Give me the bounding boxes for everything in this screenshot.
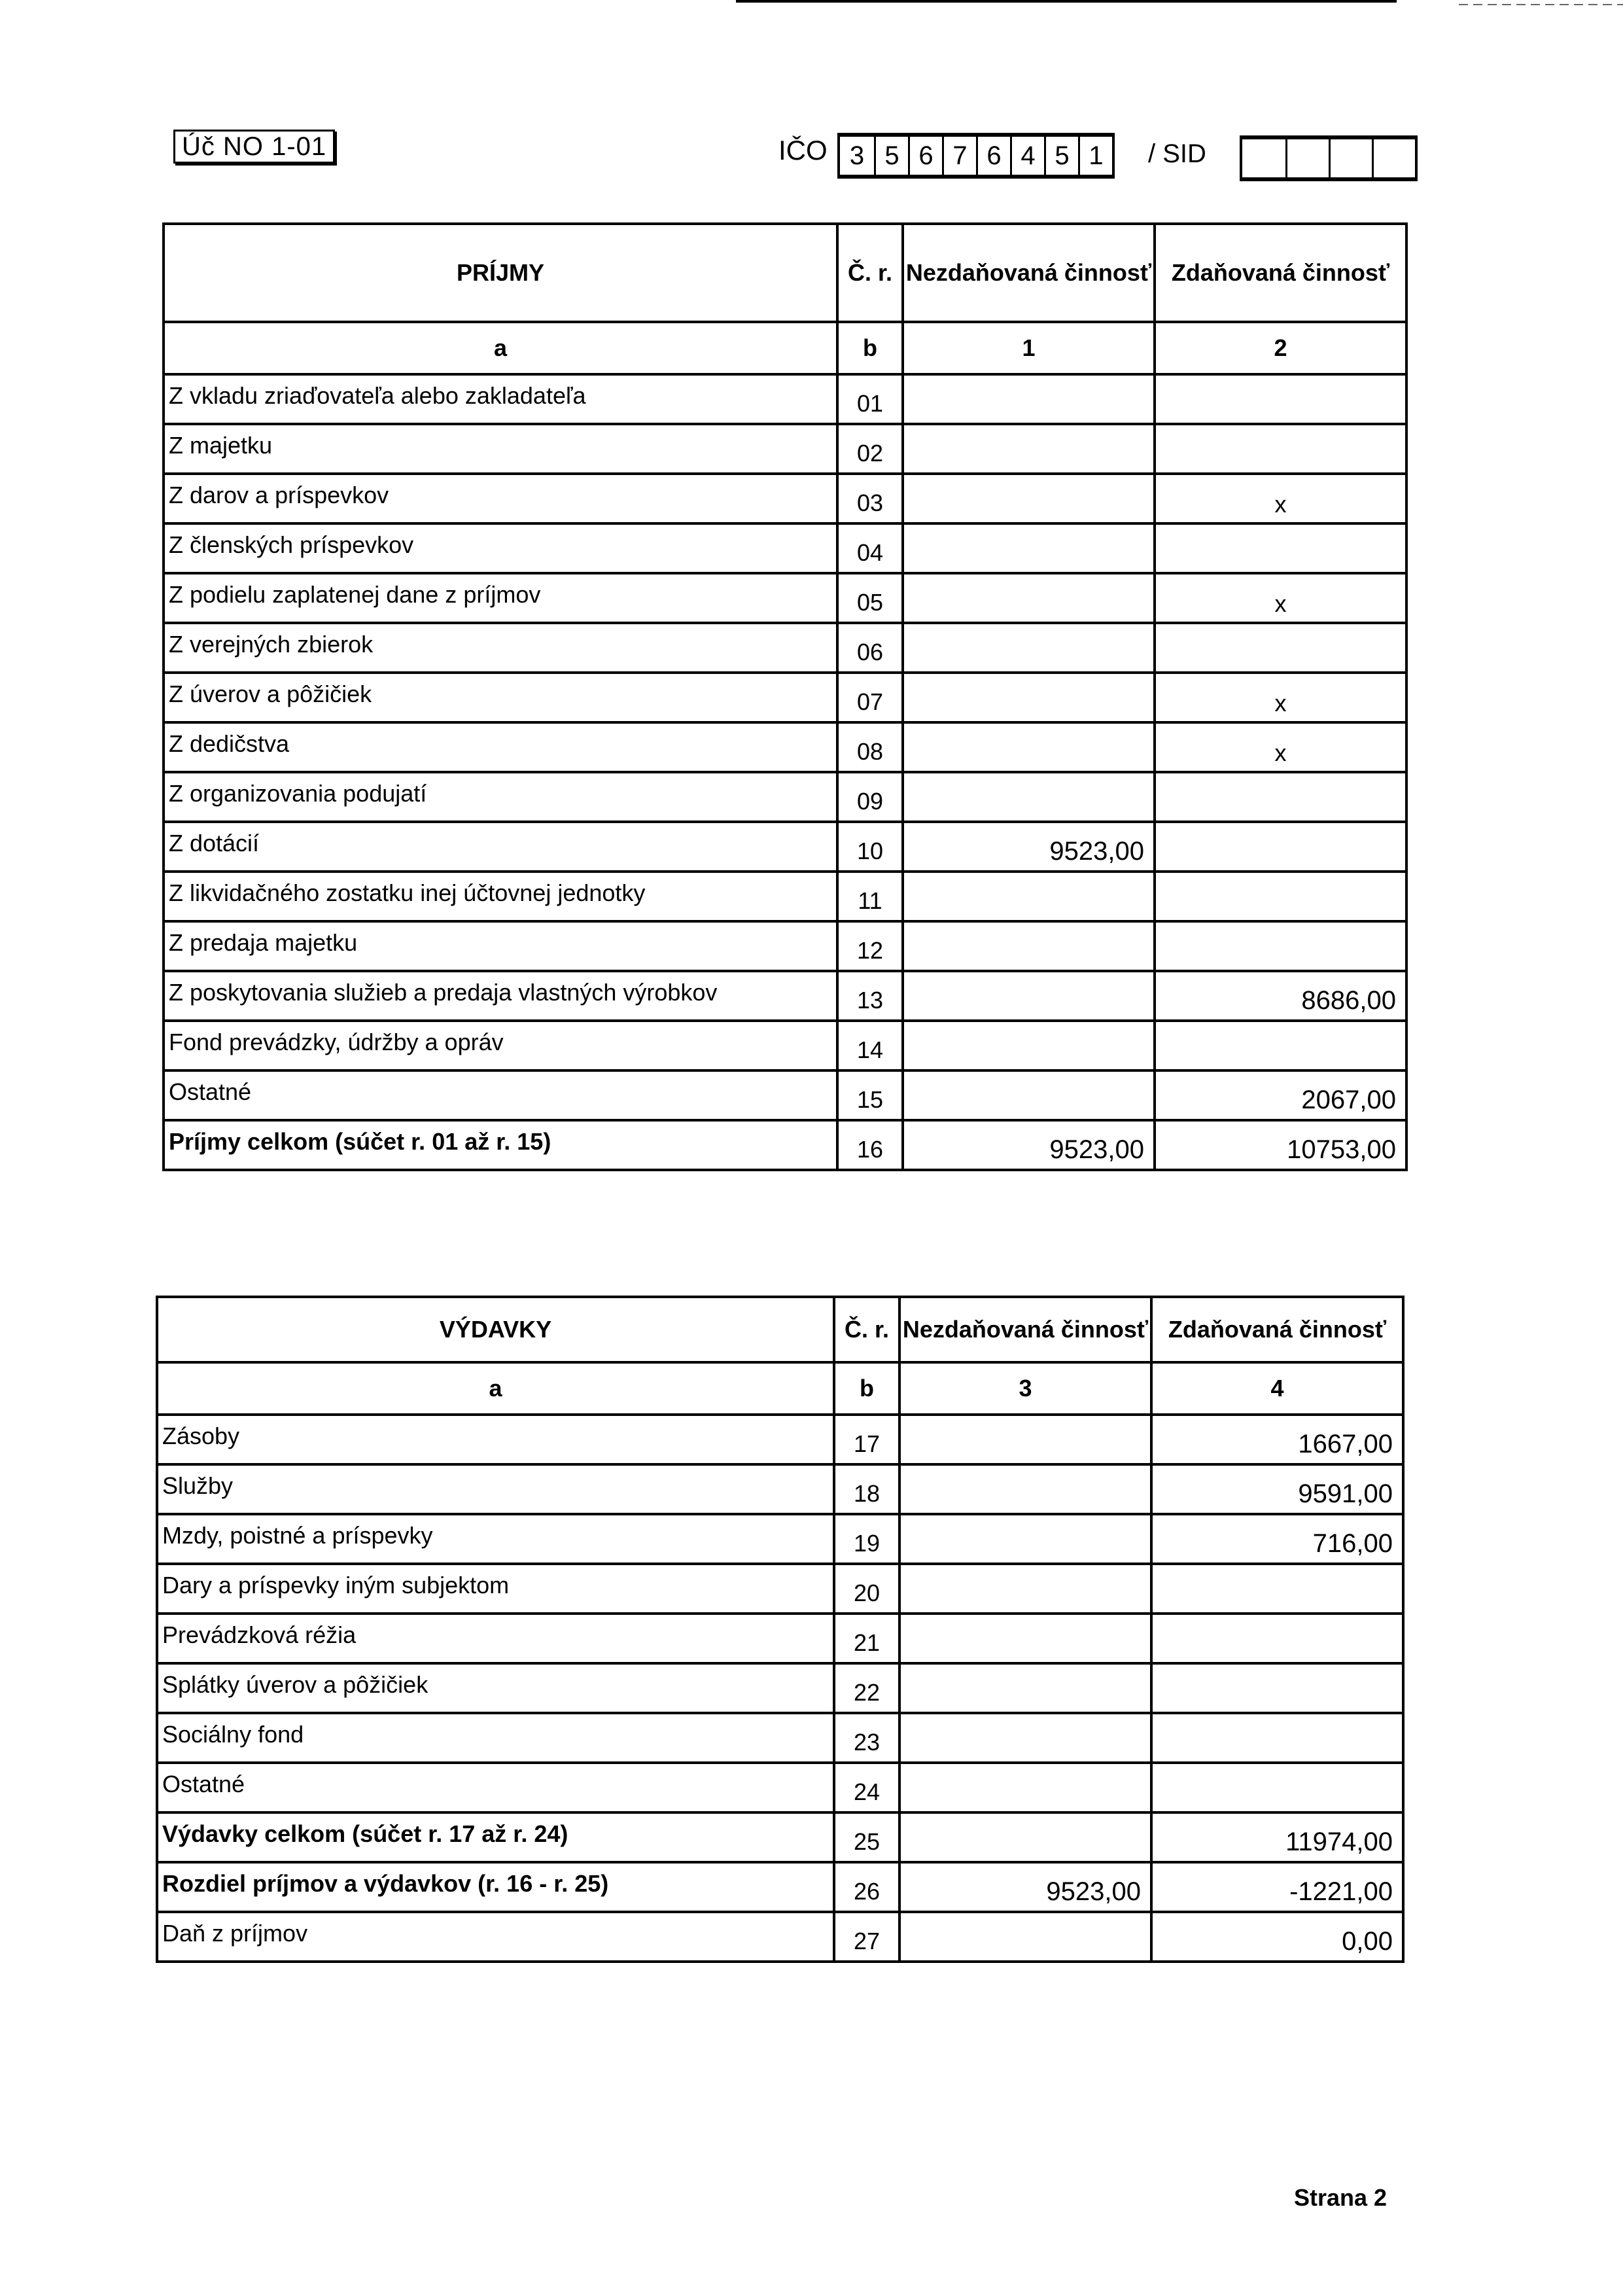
taxed-activity-header: Zdaňovaná činnosť <box>1151 1297 1403 1362</box>
row-label: Dary a príspevky iným subjektom <box>157 1564 834 1614</box>
value-cell-col3[interactable] <box>899 1763 1151 1812</box>
row-number: 04 <box>837 523 903 573</box>
value-cell-col1[interactable] <box>903 1070 1155 1120</box>
value-cell-col2[interactable]: x <box>1155 573 1406 623</box>
income-index-row <box>164 322 1406 374</box>
index-1: 1 <box>903 322 1155 374</box>
table-row <box>164 673 1406 722</box>
sid-digit[interactable] <box>1372 139 1415 177</box>
value-cell-col1[interactable] <box>903 921 1155 971</box>
value-cell-col1[interactable] <box>903 971 1155 1021</box>
row-number: 23 <box>834 1713 899 1763</box>
table-row <box>157 1663 1403 1713</box>
row-label: Z dotácií <box>164 822 837 872</box>
sid-digit[interactable] <box>1242 139 1285 177</box>
total-row <box>157 1862 1403 1912</box>
table-row <box>164 474 1406 523</box>
row-label: Rozdiel príjmov a výdavkov (r. 16 - r. 25) <box>157 1862 834 1912</box>
expense-title-header: VÝDAVKY <box>157 1297 834 1362</box>
index-a: a <box>164 322 837 374</box>
value-cell-col1[interactable]: 9523,00 <box>903 822 1155 872</box>
ico-digit[interactable]: 1 <box>1078 137 1112 175</box>
row-number: 06 <box>837 623 903 673</box>
value-cell-col3[interactable] <box>899 1415 1151 1464</box>
value-cell-col2[interactable] <box>1155 772 1406 822</box>
untaxed-activity-header: Nezdaňovaná činnosť <box>903 224 1155 322</box>
row-label: Splátky úverov a pôžičiek <box>157 1663 834 1713</box>
value-cell-col4[interactable] <box>1151 1713 1403 1763</box>
row-label: Sociálny fond <box>157 1713 834 1763</box>
total-row <box>164 1120 1406 1170</box>
form-code-label: Úč NO 1-01 <box>173 130 335 164</box>
table-row <box>157 1514 1403 1564</box>
table-row <box>157 1415 1403 1464</box>
table-row <box>157 1763 1403 1812</box>
table-row <box>157 1464 1403 1514</box>
ico-digit[interactable]: 3 <box>849 141 865 170</box>
row-number: 25 <box>834 1812 899 1862</box>
value-cell-col4[interactable]: -1221,00 <box>1151 1862 1403 1912</box>
row-number: 09 <box>837 772 903 822</box>
expense-index-row <box>157 1362 1403 1415</box>
row-label: Fond prevádzky, údržby a opráv <box>164 1021 837 1070</box>
value-cell-col1[interactable] <box>903 573 1155 623</box>
table-row <box>157 1713 1403 1763</box>
row-number: 10 <box>837 822 903 872</box>
row-number: 22 <box>834 1663 899 1713</box>
row-number: 19 <box>834 1514 899 1564</box>
ico-digit[interactable]: 5 <box>874 137 908 175</box>
value-cell-col1[interactable] <box>903 722 1155 772</box>
table-row <box>164 1070 1406 1120</box>
value-cell-col2[interactable]: 2067,00 <box>1155 1070 1406 1120</box>
row-label: Z darov a príspevkov <box>164 474 837 523</box>
value-cell-col2[interactable] <box>1155 921 1406 971</box>
value-cell-col4[interactable] <box>1151 1564 1403 1614</box>
scan-edge-line <box>736 0 1397 3</box>
value-cell-col4[interactable] <box>1151 1663 1403 1713</box>
row-number: 11 <box>837 872 903 921</box>
table-row <box>157 1614 1403 1663</box>
row-number: 13 <box>837 971 903 1021</box>
value-cell-col4[interactable]: 716,00 <box>1151 1514 1403 1564</box>
row-number: 17 <box>834 1415 899 1464</box>
page-number: Strana 2 <box>1294 2184 1387 2211</box>
value-cell-col1[interactable] <box>903 523 1155 573</box>
row-label: Z vkladu zriaďovateľa alebo zakladateľa <box>164 374 837 424</box>
table-row <box>164 374 1406 424</box>
row-label: Z organizovania podujatí <box>164 772 837 822</box>
scan-edge-line-dotted <box>1459 4 1623 5</box>
table-row <box>164 424 1406 474</box>
table-row <box>164 872 1406 921</box>
row-number: 26 <box>834 1862 899 1912</box>
ico-digit[interactable]: 6 <box>976 137 1010 175</box>
row-label: Z poskytovania služieb a predaja vlastných výrobkov <box>164 971 837 1021</box>
table-row <box>164 722 1406 772</box>
index-a: a <box>157 1362 834 1415</box>
row-label: Z úverov a pôžičiek <box>164 673 837 722</box>
value-cell-col2[interactable] <box>1155 623 1406 673</box>
row-number: 24 <box>834 1763 899 1812</box>
table-row <box>164 772 1406 822</box>
value-cell-col2[interactable]: x <box>1155 673 1406 722</box>
row-label: Z dedičstva <box>164 722 837 772</box>
value-cell-col2[interactable] <box>1155 424 1406 474</box>
row-label: Ostatné <box>157 1763 834 1812</box>
row-number-header: Č. r. <box>834 1297 899 1362</box>
value-cell-col2[interactable]: x <box>1155 474 1406 523</box>
ico-digit[interactable]: 6 <box>908 137 942 175</box>
table-row <box>157 1564 1403 1614</box>
table-row <box>164 822 1406 872</box>
row-label: Prevádzková réžia <box>157 1614 834 1663</box>
row-number: 14 <box>837 1021 903 1070</box>
value-cell-col3[interactable]: 9523,00 <box>899 1862 1151 1912</box>
row-number: 08 <box>837 722 903 772</box>
value-cell-col2[interactable] <box>1155 872 1406 921</box>
value-cell-col3[interactable] <box>899 1614 1151 1663</box>
income-title-header: PRÍJMY <box>164 224 837 322</box>
value-cell-col4[interactable]: 0,00 <box>1151 1912 1403 1962</box>
value-cell-col1[interactable] <box>903 474 1155 523</box>
row-number: 05 <box>837 573 903 623</box>
income-table <box>162 222 1408 1171</box>
value-cell-col3[interactable] <box>899 1713 1151 1763</box>
row-number: 20 <box>834 1564 899 1614</box>
ico-digit-boxes <box>837 133 1115 179</box>
value-cell-col3[interactable] <box>899 1464 1151 1514</box>
value-cell-col1[interactable] <box>903 1021 1155 1070</box>
total-row <box>157 1812 1403 1862</box>
table-row <box>164 623 1406 673</box>
row-number: 27 <box>834 1912 899 1962</box>
table-row <box>164 921 1406 971</box>
row-number: 03 <box>837 474 903 523</box>
sid-digit[interactable] <box>1285 139 1329 177</box>
row-number: 18 <box>834 1464 899 1514</box>
row-label: Výdavky celkom (súčet r. 17 až r. 24) <box>157 1812 834 1862</box>
row-number-header: Č. r. <box>837 224 903 322</box>
value-cell-col3[interactable] <box>899 1514 1151 1564</box>
value-cell-col1[interactable] <box>903 673 1155 722</box>
row-label: Zásoby <box>157 1415 834 1464</box>
value-cell-col3[interactable] <box>899 1812 1151 1862</box>
expense-table <box>156 1296 1405 1963</box>
expense-body <box>157 1415 1403 1962</box>
expense-header-row <box>157 1297 1403 1362</box>
value-cell-col2[interactable]: x <box>1155 722 1406 772</box>
table-row <box>164 1021 1406 1070</box>
income-body <box>164 374 1406 1170</box>
row-number: 01 <box>837 374 903 424</box>
value-cell-col3[interactable] <box>899 1912 1151 1962</box>
untaxed-activity-header: Nezdaňovaná činnosť <box>899 1297 1151 1362</box>
index-4: 4 <box>1151 1362 1403 1415</box>
value-cell-col1[interactable] <box>903 772 1155 822</box>
value-cell-col4[interactable]: 1667,00 <box>1151 1415 1403 1464</box>
value-cell-col2[interactable] <box>1155 822 1406 872</box>
index-3: 3 <box>899 1362 1151 1415</box>
row-number: 15 <box>837 1070 903 1120</box>
row-label: Služby <box>157 1464 834 1514</box>
index-b: b <box>834 1362 899 1415</box>
row-label: Z predaja majetku <box>164 921 837 971</box>
table-row <box>164 523 1406 573</box>
value-cell-col1[interactable] <box>903 424 1155 474</box>
value-cell-col3[interactable] <box>899 1564 1151 1614</box>
table-row <box>157 1912 1403 1962</box>
income-header-row <box>164 224 1406 322</box>
row-number: 07 <box>837 673 903 722</box>
ico-digit[interactable]: 4 <box>1010 137 1044 175</box>
row-number: 21 <box>834 1614 899 1663</box>
row-label: Ostatné <box>164 1070 837 1120</box>
row-label: Z verejných zbierok <box>164 623 837 673</box>
value-cell-col3[interactable] <box>899 1663 1151 1713</box>
index-2: 2 <box>1155 322 1406 374</box>
row-label: Príjmy celkom (súčet r. 01 až r. 15) <box>164 1120 837 1170</box>
ico-digit[interactable]: 7 <box>942 137 976 175</box>
ico-label: IČO <box>778 135 828 166</box>
value-cell-col4[interactable]: 9591,00 <box>1151 1464 1403 1514</box>
sid-label: / SID <box>1148 139 1206 168</box>
row-label: Z členských príspevkov <box>164 523 837 573</box>
value-cell-col1[interactable] <box>903 374 1155 424</box>
row-label: Z podielu zaplatenej dane z príjmov <box>164 573 837 623</box>
index-b: b <box>837 322 903 374</box>
row-number: 12 <box>837 921 903 971</box>
taxed-activity-header: Zdaňovaná činnosť <box>1155 224 1406 322</box>
value-cell-col2[interactable] <box>1155 523 1406 573</box>
row-label: Z likvidačného zostatku inej účtovnej jednotky <box>164 872 837 921</box>
value-cell-col2[interactable]: 10753,00 <box>1155 1120 1406 1170</box>
value-cell-col4[interactable] <box>1151 1614 1403 1663</box>
sid-digit-boxes <box>1240 135 1418 181</box>
row-label: Z majetku <box>164 424 837 474</box>
row-label: Mzdy, poistné a príspevky <box>157 1514 834 1564</box>
value-cell-col2[interactable]: 8686,00 <box>1155 971 1406 1021</box>
value-cell-col4[interactable] <box>1151 1763 1403 1812</box>
value-cell-col1[interactable] <box>903 872 1155 921</box>
row-number: 02 <box>837 424 903 474</box>
table-row <box>164 573 1406 623</box>
sid-digit[interactable] <box>1329 139 1372 177</box>
value-cell-col1[interactable]: 9523,00 <box>903 1120 1155 1170</box>
table-row <box>164 971 1406 1021</box>
ico-digit[interactable]: 5 <box>1044 137 1078 175</box>
value-cell-col2[interactable] <box>1155 1021 1406 1070</box>
row-number: 16 <box>837 1120 903 1170</box>
row-label: Daň z príjmov <box>157 1912 834 1962</box>
value-cell-col1[interactable] <box>903 623 1155 673</box>
value-cell-col2[interactable] <box>1155 374 1406 424</box>
value-cell-col4[interactable]: 11974,00 <box>1151 1812 1403 1862</box>
